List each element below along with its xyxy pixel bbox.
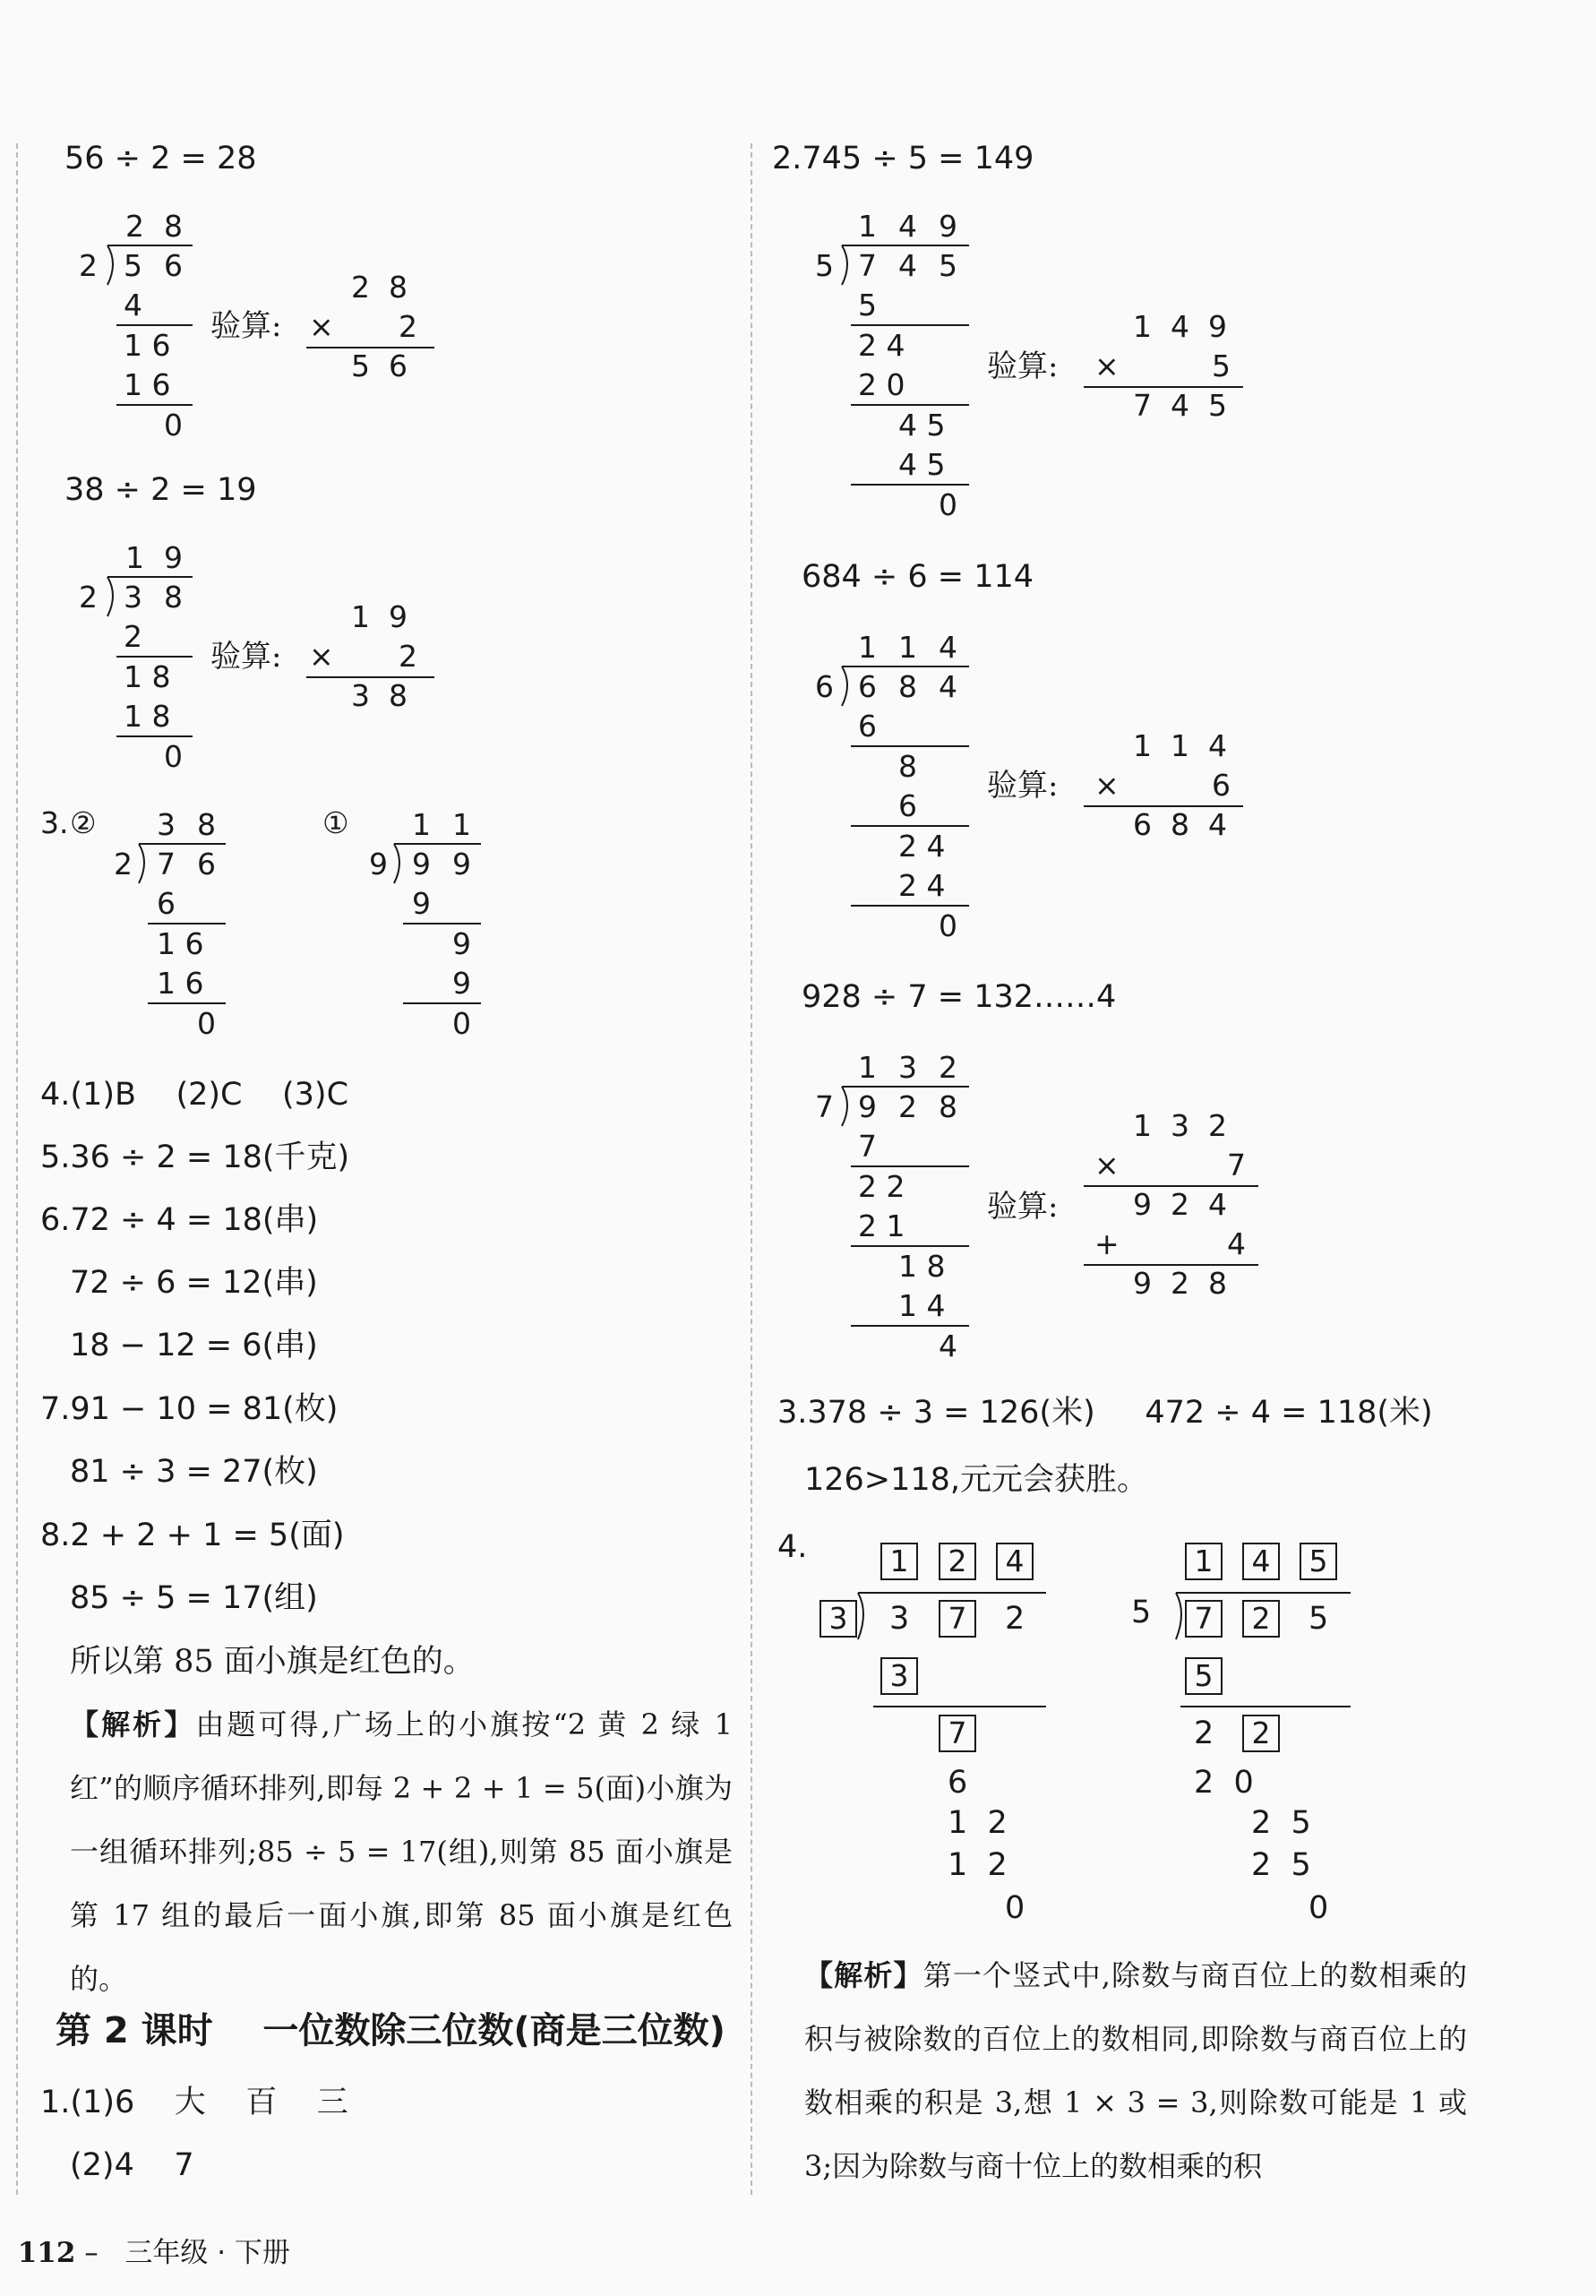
quotient-digit: 3 (157, 807, 176, 842)
check-top: 1 9 (351, 599, 408, 634)
puzzle1-step-box: 3 (880, 1657, 918, 1695)
quotient-digit: 1 (452, 807, 471, 842)
puzzle2-step: 2 5 (1251, 1805, 1311, 1841)
multiplier: 5 (1212, 348, 1231, 383)
puzzle2-step: 2 0 (1194, 1765, 1254, 1801)
puzzle2-dividend-box: 7 (1185, 1600, 1223, 1638)
puzzle2-dividend-digit: 5 (1309, 1601, 1329, 1637)
q3-mark-1: ① (322, 805, 349, 840)
puzzle1-quotient-box: 1 (880, 1543, 918, 1580)
check-top: 1 4 9 (1133, 309, 1227, 344)
dividend-digit: 5 (124, 248, 142, 283)
step: 1 6 (157, 966, 204, 1001)
step: 9 (452, 966, 471, 1001)
check-product: 9 2 4 (1133, 1187, 1227, 1222)
quotient-digit: 4 (939, 630, 957, 665)
right-analysis (804, 1944, 1467, 2198)
puzzle2-quotient-box: 1 (1185, 1543, 1223, 1580)
check-top: 1 3 2 (1133, 1108, 1227, 1143)
step: 1 6 (124, 367, 171, 402)
step: 1 6 (157, 926, 204, 961)
step: 2 0 (858, 367, 905, 402)
step: 2 1 (858, 1208, 905, 1243)
dividend-digit: 8 (898, 669, 917, 704)
q7-line2: 81 ÷ 3 = 27(枚) (70, 1454, 318, 1490)
equation-684-div-6: 684 ÷ 6 = 114 (802, 559, 1034, 595)
dividend-digit: 9 (452, 847, 471, 881)
step: 1 8 (124, 659, 171, 694)
q6-line2: 72 ÷ 6 = 12(串) (70, 1265, 318, 1301)
step: 2 4 (898, 868, 946, 903)
quotient-digit: 2 (125, 209, 144, 244)
analysis-label: 【解析】 (70, 1707, 196, 1741)
q3-number: 3. (40, 805, 69, 840)
page-number: 112 (17, 2237, 76, 2269)
puzzle1-step: 1 2 (948, 1805, 1008, 1841)
q5-answer: 5.36 ÷ 2 = 18(千克) (40, 1139, 350, 1175)
lesson-title: 第 2 课时 一位数除三位数(商是三位数) (56, 2010, 725, 2051)
check-928 (987, 1108, 1258, 1301)
q4-answers: 4.(1)B (2)C (3)C (40, 1077, 349, 1113)
puzzle2-step: 2 5 (1251, 1847, 1311, 1883)
dividend-digit: 8 (164, 580, 183, 615)
equation-38-div-2: 38 ÷ 2 = 19 (64, 472, 257, 508)
check-label: 验算: (210, 308, 282, 344)
dividend-digit: 8 (939, 1089, 957, 1124)
q8-line1: 8.2 + 2 + 1 = 5(面) (40, 1518, 345, 1553)
dividend-digit: 9 (858, 1089, 877, 1124)
puzzle2-step: 0 (1309, 1890, 1329, 1926)
dividend-digit: 9 (412, 847, 431, 881)
footer-dash: – (84, 2237, 99, 2269)
q3-line2: 126>118,元元会获胜。 (804, 1462, 1149, 1498)
long-division-928 (815, 1050, 969, 1363)
check-result: 6 8 4 (1133, 807, 1227, 842)
puzzle2-step-box: 5 (1185, 1657, 1223, 1695)
quotient-digit: 1 (125, 540, 144, 575)
step: 4 (124, 288, 142, 322)
puzzle1-dividend-digit: 2 (1005, 1601, 1025, 1637)
equation-928-div-7: 928 ÷ 7 = 132……4 (802, 979, 1117, 1015)
step: 8 (898, 749, 917, 784)
check-label: 验算: (987, 1189, 1059, 1225)
q6-line1: 6.72 ÷ 4 = 18(串) (40, 1202, 319, 1238)
divisor: 6 (815, 669, 834, 704)
multiplier: 2 (399, 639, 417, 674)
puzzle1-divisor-box: 3 (819, 1600, 857, 1638)
dividend-digit: 3 (124, 580, 142, 615)
q7-line1: 7.91 − 10 = 81(枚) (40, 1391, 339, 1427)
check-label: 验算: (987, 348, 1059, 384)
dividend-digit: 7 (858, 248, 877, 283)
quotient-digit: 1 (858, 209, 877, 244)
quotient-digit: 8 (164, 209, 183, 244)
check-result: 7 4 5 (1133, 388, 1227, 423)
puzzle1-step: 0 (1005, 1890, 1025, 1926)
q8-line3: 所以第 85 面小旗是红色的。 (70, 1644, 475, 1680)
step: 1 8 (898, 1249, 946, 1284)
divisor: 7 (815, 1089, 834, 1124)
lesson-q1-line2: (2)4 7 (70, 2147, 194, 2183)
dividend-digit: 4 (939, 669, 957, 704)
step: 0 (939, 487, 957, 522)
dividend-digit: 5 (939, 248, 957, 283)
step: 0 (164, 408, 183, 443)
puzzle2-dividend-box: 2 (1242, 1600, 1280, 1638)
puzzle1-quotient-box: 2 (939, 1543, 976, 1580)
quotient-digit: 2 (939, 1050, 957, 1085)
puzzle1-quotient-box: 4 (996, 1543, 1034, 1580)
quotient-digit: 4 (898, 209, 917, 244)
step: 4 (939, 1329, 957, 1363)
check-label: 验算: (210, 639, 282, 675)
dividend-digit: 7 (157, 847, 176, 881)
step: 0 (452, 1006, 471, 1041)
grade-label: 三年级 · 下册 (124, 2237, 290, 2269)
multiplier: 7 (1227, 1148, 1246, 1182)
plus-sign: + (1094, 1226, 1120, 1261)
multiply-sign: × (309, 639, 334, 674)
puzzle1-step-box: 7 (939, 1715, 976, 1752)
quotient-digit: 1 (412, 807, 431, 842)
dividend-digit: 4 (898, 248, 917, 283)
quotient-digit: 9 (939, 209, 957, 244)
check-label: 验算: (987, 768, 1059, 804)
analysis-text: 由题可得,广场上的小旗按“2 黄 2 绿 1 红”的顺序循环排列,即每 2 + 2 + 1 = 5(面)小旗为一组循环排列;85 ÷ 5 = 17(组),则第 85 面小旗是第 17 组的最后一面小旗,即第 85 面小旗是红色的。 (70, 1707, 733, 1996)
addend: 4 (1227, 1226, 1246, 1261)
q4-number: 4. (777, 1529, 808, 1565)
step: 6 (898, 788, 917, 823)
long-division-684 (815, 630, 969, 943)
multiply-sign: × (309, 309, 334, 344)
puzzle1-dividend-box: 7 (939, 1600, 976, 1638)
page-footer (0, 2199, 290, 2271)
quotient-digit: 9 (164, 540, 183, 575)
check-result: 3 8 (351, 678, 408, 713)
equation-745-div-5: 2.745 ÷ 5 = 149 (772, 141, 1034, 176)
dividend-digit: 6 (858, 669, 877, 704)
step: 1 6 (124, 328, 171, 363)
step: 4 5 (898, 408, 946, 443)
divisor: 5 (815, 248, 834, 283)
puzzle2-quotient-box: 5 (1300, 1543, 1337, 1580)
step: 2 (124, 619, 142, 654)
dividend-digit: 6 (197, 847, 216, 881)
lesson-q1-line1: 1.(1)6 大 百 三 (40, 2085, 348, 2120)
check-top: 2 8 (351, 270, 408, 305)
divisor: 2 (79, 248, 98, 283)
step: 6 (157, 886, 176, 921)
q3-mark-2: ② (70, 805, 97, 840)
check-top: 1 1 4 (1133, 728, 1227, 763)
quotient-digit: 1 (858, 1050, 877, 1085)
step: 7 (858, 1129, 877, 1164)
step: 0 (939, 908, 957, 943)
puzzle2-divisor: 5 (1131, 1595, 1152, 1630)
divisor: 2 (114, 847, 133, 881)
dividend-digit: 6 (164, 248, 183, 283)
analysis-text: 第一个竖式中,除数与商百位上的数相乘的积与被除数的百位上的数相同,即除数与商百位上的数相乘的积是 3,想 1 × 3 = 3,则除数可能是 1 或 3;因为除数与商十位上的数相乘的积 (804, 1958, 1467, 2183)
check-745 (987, 309, 1243, 423)
q8-line2: 85 ÷ 5 = 17(组) (70, 1580, 318, 1616)
step: 1 4 (898, 1288, 946, 1323)
analysis-label: 【解析】 (804, 1958, 923, 1992)
divisor: 2 (79, 580, 98, 615)
q3-line1: 3.378 ÷ 3 = 126(米) 472 ÷ 4 = 118(米) (777, 1395, 1433, 1431)
multiply-sign: × (1094, 1148, 1120, 1182)
puzzle2-step: 2 (1194, 1716, 1214, 1751)
quotient-digit: 3 (898, 1050, 917, 1085)
multiply-sign: × (1094, 768, 1120, 803)
puzzle1-dividend-digit: 3 (889, 1601, 910, 1637)
step: 2 4 (898, 829, 946, 864)
puzzle2-step-box: 2 (1242, 1715, 1280, 1752)
step: 5 (858, 288, 877, 322)
multiplier: 6 (1212, 768, 1231, 803)
step: 2 4 (858, 328, 905, 363)
equation-56-div-2: 56 ÷ 2 = 28 (64, 141, 257, 176)
step: 6 (858, 709, 877, 744)
step: 9 (412, 886, 431, 921)
multiplier: 2 (399, 309, 417, 344)
step: 2 2 (858, 1169, 905, 1204)
dividend-digit: 2 (898, 1089, 917, 1124)
check-result: 9 2 8 (1133, 1266, 1227, 1301)
quotient-digit: 1 (858, 630, 877, 665)
puzzle2-quotient-box: 4 (1242, 1543, 1280, 1580)
q6-line3: 18 − 12 = 6(串) (70, 1328, 318, 1363)
check-result: 5 6 (351, 348, 408, 383)
quotient-digit: 1 (898, 630, 917, 665)
puzzle1-step: 1 2 (948, 1847, 1008, 1883)
step: 1 8 (124, 699, 171, 734)
check-684 (987, 728, 1243, 842)
puzzle1-step: 6 (948, 1765, 968, 1801)
quotient-digit: 8 (197, 807, 216, 842)
long-division-745 (815, 209, 969, 522)
step: 0 (197, 1006, 216, 1041)
step: 4 5 (898, 447, 946, 482)
divisor: 9 (369, 847, 388, 881)
multiply-sign: × (1094, 348, 1120, 383)
step: 9 (452, 926, 471, 961)
step: 0 (164, 739, 183, 774)
